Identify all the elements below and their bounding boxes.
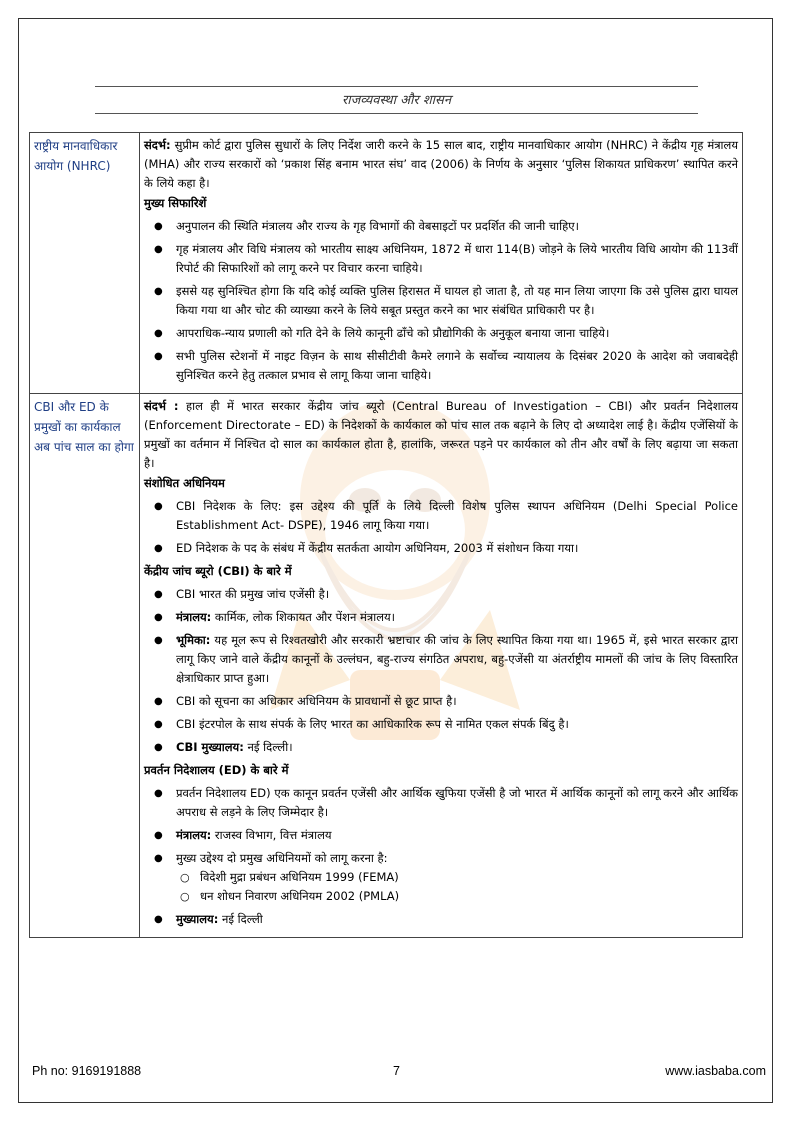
- header-rule-bottom: [95, 113, 698, 114]
- context-text: सुप्रीम कोर्ट द्वारा पुलिस सुधारों के लिए निर्देश जारी करने के 15 साल बाद, राष्ट्रीय मानवाधिकार आयोग (NHRC) ने केंद्रीय गृह मंत्रालय (MHA) और राज्य सरकारों को ‘प्रकाश सिंह बनाम भारत संघ’ वाद (2006) के निर्णय के अनुसार ‘पुलिस शिकायत प्राधिकरण’ स्थापित करने के लिये कहा है।: [144, 138, 738, 190]
- item-text: कार्मिक, लोक शिकायत और पेंशन मंत्रालय।: [211, 610, 396, 624]
- recommendations-list: [144, 217, 738, 385]
- section-heading: केंद्रीय जांच ब्यूरो (CBI) के बारे में: [144, 564, 292, 578]
- content-cell: [140, 394, 743, 938]
- item-label: मंत्रालय:: [176, 828, 212, 842]
- table-row: [30, 133, 743, 394]
- amended-acts-list: [144, 497, 738, 558]
- list-item: [144, 738, 738, 757]
- topic-cell: राष्ट्रीय मानवाधिकार आयोग (NHRC): [30, 133, 140, 394]
- ed-list: [144, 784, 738, 929]
- context-text: हाल ही में भारत सरकार केंद्रीय जांच ब्यूरो (Central Bureau of Investigation – CBI) और प्रवर्तन निदेशालय (Enforcement Directorate – ED) के निदेशकों के कार्यकाल को पांच साल तक बढ़ाने के लिए दो अध्यादेश लाई है। केंद्रीय एजेंसियों के प्रमुखों का वर्तमान में निश्चित दो साल का कार्यकाल होता है, हालांकि, जरूरत पड़ने पर कार्यकाल को तीन और वर्षों के लिए बढ़ाया जा सकता है।: [144, 399, 738, 470]
- item-text: नई दिल्ली।: [243, 740, 293, 754]
- item-text: यह मूल रूप से रिश्वतखोरी और सरकारी भ्रष्टाचार की जांच के लिए स्थापित किया गया था। 1965 में, इसे भारत सरकार द्वारा लागू किए जाने वाले केंद्रीय कानूनों के उल्लंघन, बहु-राज्य संगठित अपराध, बहु-एजेंसी या अंतर्राष्ट्रीय मामलों की जांच के लिए विस्तारित क्षेत्राधिकार प्राप्त हुआ।: [176, 633, 738, 685]
- list-item: [144, 910, 738, 929]
- acts-sublist: [176, 868, 738, 906]
- context-label: संदर्भ :: [144, 399, 179, 413]
- item-text: नई दिल्ली: [218, 912, 263, 926]
- list-item: [144, 631, 738, 688]
- context-paragraph: [144, 136, 738, 193]
- item-label: भूमिका:: [176, 633, 211, 647]
- list-item: ● अनुपालन की स्थिति मंत्रालय और राज्य के गृह विभागों की वेबसाइटों पर प्रदर्शित की जानी चाहिए।: [144, 217, 738, 236]
- item-label: मुख्यालय:: [176, 912, 219, 926]
- list-item: ● CBI इंटरपोल के साथ संपर्क के लिए भारत का आधिकारिक रूप से नामित एकल संपर्क बिंदु है।: [144, 715, 738, 734]
- header-rule-top: [95, 86, 698, 87]
- topic-cell: CBI और ED के प्रमुखों का कार्यकाल अब पांच साल का होगा: [30, 394, 140, 938]
- cbi-list: [144, 585, 738, 757]
- list-item: ● CBI निदेशक के लिए: इस उद्देश्य की पूर्ति के लिये दिल्ली विशेष पुलिस स्थापन अधिनियम (Delhi Special Police Establishment Act- DSPE), 1946 लागू किया गया।: [144, 497, 738, 535]
- list-item: ● सभी पुलिस स्टेशनों में नाइट विज़न के साथ सीसीटीवी कैमरे लगाने के सर्वोच्च न्यायालय के दिसंबर 2020 के आदेश को जवाबदेही सुनिश्चित करने हेतु तत्काल प्रभाव से लागू किया जाना चाहिये।: [144, 347, 738, 385]
- item-label: CBI मुख्यालय:: [176, 740, 244, 754]
- list-item: [144, 849, 738, 906]
- item-text: राजस्व विभाग, वित्त मंत्रालय: [211, 828, 332, 842]
- footer-page-number: 7: [393, 1064, 400, 1078]
- list-item: ● आपराधिक-न्याय प्रणाली को गति देने के लिये कानूनी ढाँचे को प्रौद्योगिकी के अनुकूल बनाया जाना चाहिये।: [144, 324, 738, 343]
- footer-website[interactable]: www.iasbaba.com: [665, 1064, 766, 1078]
- section-heading: प्रवर्तन निदेशालय (ED) के बारे में: [144, 763, 289, 777]
- list-item: ● इससे यह सुनिश्चित होगा कि यदि कोई व्यक्ति पुलिस हिरासत में घायल हो जाता है, तो यह मान लिया जाएगा कि उसे पुलिस द्वारा घायल किया गया था और चोट की व्याख्या करने के लिये सबूत प्रस्तुत करने का भार संबंधित प्राधिकारी पर है।: [144, 282, 738, 320]
- section-heading: मुख्य सिफारिशें: [144, 196, 207, 210]
- item-text: मुख्य उद्देश्य दो प्रमुख अधिनियमों को लागू करना है:: [176, 851, 388, 865]
- context-label: संदर्भ:: [144, 138, 171, 152]
- content-table: [29, 132, 743, 938]
- page-header-title: राजव्यवस्था और शासन: [341, 93, 452, 108]
- item-label: मंत्रालय:: [176, 610, 212, 624]
- footer-phone: Ph no: 9169191888: [32, 1064, 142, 1078]
- list-item: [144, 826, 738, 845]
- list-item: ● प्रवर्तन निदेशालय ED) एक कानून प्रवर्तन एजेंसी और आर्थिक खुफिया एजेंसी है जो भारत में आर्थिक कानूनों को लागू करने और आर्थिक अपराध से लड़ने के लिए जिम्मेदार है।: [144, 784, 738, 822]
- sub-list-item: ○ विदेशी मुद्रा प्रबंधन अधिनियम 1999 (FEMA): [176, 868, 738, 887]
- list-item: ● गृह मंत्रालय और विधि मंत्रालय को भारतीय साक्ष्य अधिनियम, 1872 में धारा 114(B) जोड़ने के लिये भारतीय विधि आयोग की 113वीं रिपोर्ट की सिफारिशों को लागू करने पर विचार करना चाहिये।: [144, 240, 738, 278]
- list-item: ● CBI को सूचना का अधिकार अधिनियम के प्रावधानों से छूट प्राप्त है।: [144, 692, 738, 711]
- list-item: ● ED निदेशक के पद के संबंध में केंद्रीय सतर्कता आयोग अधिनियम, 2003 में संशोधन किया गया।: [144, 539, 738, 558]
- list-item: [144, 608, 738, 627]
- sub-list-item: ○ धन शोधन निवारण अधिनियम 2002 (PMLA): [176, 887, 738, 906]
- context-paragraph: [144, 397, 738, 473]
- content-cell: [140, 133, 743, 394]
- list-item: ● CBI भारत की प्रमुख जांच एजेंसी है।: [144, 585, 738, 604]
- table-row: [30, 394, 743, 938]
- section-heading: संशोधित अधिनियम: [144, 476, 225, 490]
